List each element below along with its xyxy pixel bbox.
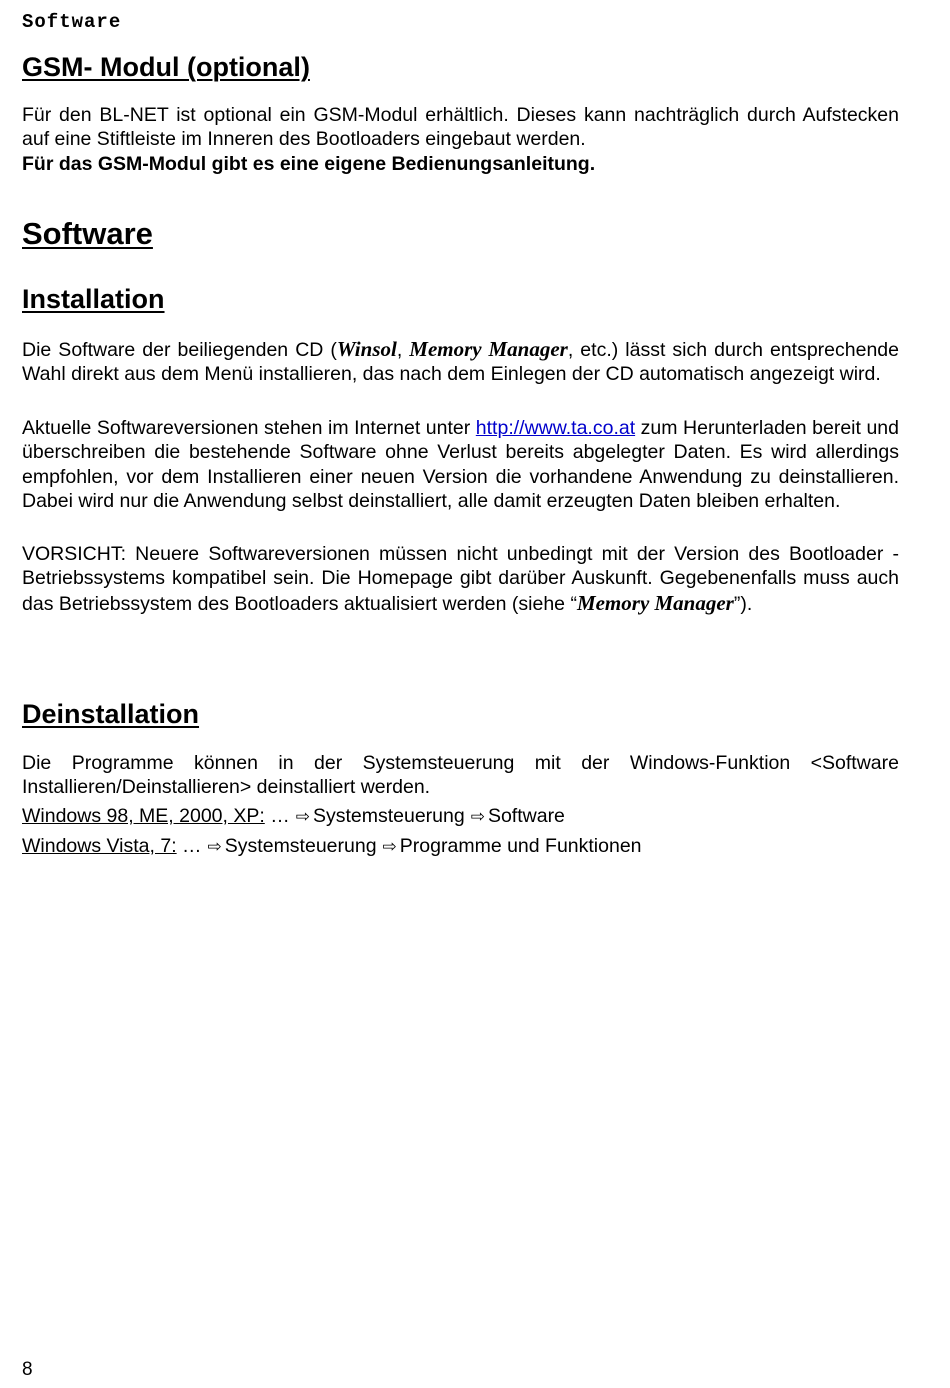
deinstall-path-vista (22, 834, 899, 859)
installation-paragraph-cd (22, 337, 899, 387)
deinstall-path-win98 (22, 804, 899, 829)
installation-paragraph-updates (22, 416, 899, 513)
gsm-module-heading: GSM- Modul (optional) (22, 52, 310, 82)
software-heading: Software (22, 216, 153, 251)
vista-step-control-panel: Systemsteuerung (224, 835, 377, 857)
deinstallation-heading: Deinstallation (22, 699, 200, 729)
page-number: 8 (22, 1359, 33, 1380)
vista-step-programs-features: Programme und Funktionen (399, 835, 642, 857)
installation-heading: Installation (22, 284, 165, 314)
gsm-module-text: Für den BL-NET ist optional ein GSM-Modul erhältlich. Dieses kann nachträglich durch Aufstecken auf eine Stiftleiste im Inneren des Bootloaders eingebaut werden. (22, 104, 899, 151)
memory-manager-product-name: Memory Manager (409, 337, 568, 361)
installation-cd-separator: , (396, 339, 410, 361)
win98-label: Windows 98, ME, 2000, XP: (22, 805, 265, 827)
installation-paragraph-caution (22, 542, 899, 616)
caution-text-start: VORSICHT: Neuere Softwareversionen müssen nicht unbedingt mit der Version des Bootloader - Betriebssystems kompatibel sein. Die Homepage gibt darüber Auskunft. Gegebenenfalls muss auch das Betriebssystem des Bootloaders aktualisiert werden (siehe “ (22, 543, 899, 615)
gsm-module-paragraph (22, 103, 899, 176)
vista-label: Windows Vista, 7: (22, 835, 177, 857)
ta-website-link[interactable]: http://www.ta.co.at (475, 417, 636, 439)
installation-cd-text-end: , etc.) lässt sich durch entsprechende Wahl direkt aus dem Menü installieren, das nach dem Einlegen der CD automatisch angezeigt wird. (22, 339, 899, 386)
caution-text-end: ”). (733, 592, 753, 615)
arrow-right-icon: ⇨ (295, 807, 310, 827)
win98-step-control-panel: Systemsteuerung (312, 805, 465, 827)
updates-text-start: Aktuelle Softwareversionen stehen im Internet unter (22, 417, 476, 439)
gsm-module-manual-note: Für das GSM-Modul gibt es eine eigene Bedienungsanleitung. (22, 152, 596, 175)
win98-ellipsis: … (264, 805, 290, 827)
installation-cd-text-start: Die Software der beiliegenden CD ( (22, 339, 337, 361)
arrow-right-icon: ⇨ (382, 837, 397, 857)
memory-manager-reference: Memory Manager (576, 590, 734, 615)
running-head: Software (22, 11, 122, 33)
arrow-right-icon: ⇨ (470, 807, 485, 827)
arrow-right-icon: ⇨ (207, 837, 222, 857)
updates-text-end: zum Herunterladen bereit und überschreiben die bestehende Software ohne Verlust bereits abgelegter Daten. Es wird allerdings empfohlen, vor dem Installieren einer neuen Version die vorhandene Anwendung zu deinstallieren. Dabei wird nur die Anwendung selbst deinstalliert, alle damit erzeugten Daten bleiben erhalten. (22, 417, 899, 512)
winsol-product-name: Winsol (336, 337, 397, 361)
vista-ellipsis: … (176, 835, 202, 857)
win98-step-software: Software (487, 805, 565, 827)
deinstallation-paragraph: Die Programme können in der Systemsteuerung mit der Windows-Funktion <Software Installieren/Deinstallieren> deinstalliert werden. (22, 752, 899, 799)
